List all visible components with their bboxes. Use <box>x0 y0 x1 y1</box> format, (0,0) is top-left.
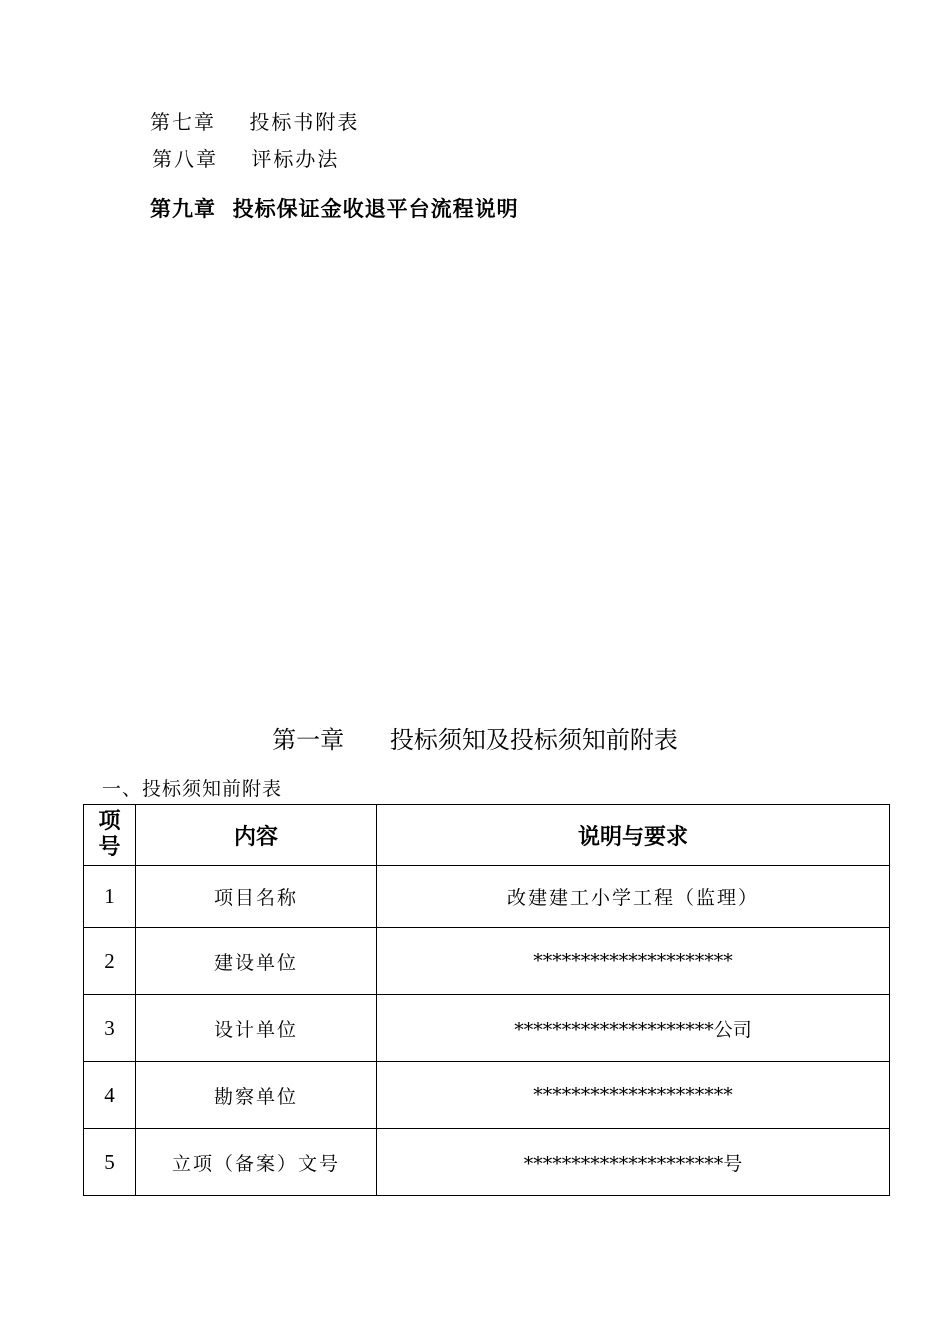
row-number: 2 <box>84 928 136 995</box>
table-row <box>84 866 890 928</box>
table-row <box>84 995 890 1062</box>
header-description: 说明与要求 <box>377 805 890 866</box>
table-header-row <box>84 805 890 866</box>
header-item-number-char-2: 号 <box>98 835 121 860</box>
row-item: 设计单位 <box>136 995 377 1062</box>
header-item-number-label <box>84 809 135 861</box>
header-item-number <box>84 805 136 866</box>
row-number: 4 <box>84 1062 136 1129</box>
row-item: 建设单位 <box>136 928 377 995</box>
row-description: ********************* <box>377 1062 890 1129</box>
row-description: *********************号 <box>377 1129 890 1196</box>
row-item: 立项（备案）文号 <box>136 1129 377 1196</box>
table-row <box>84 928 890 995</box>
header-content: 内容 <box>136 805 377 866</box>
toc-entry-chapter-8: 第八章 评标办法 <box>152 147 340 171</box>
section-title: 一、投标须知前附表 <box>102 778 283 800</box>
table-row <box>84 1129 890 1196</box>
row-number: 3 <box>84 995 136 1062</box>
row-description: *********************公司 <box>377 995 890 1062</box>
row-item: 项目名称 <box>136 866 377 928</box>
row-item: 勘察单位 <box>136 1062 377 1129</box>
chapter-title: 第一章 投标须知及投标须知前附表 <box>272 726 678 754</box>
toc-entry-chapter-7: 第七章 投标书附表 <box>150 110 360 134</box>
header-item-number-char-1: 项 <box>98 809 121 834</box>
row-number: 5 <box>84 1129 136 1196</box>
table-row <box>84 1062 890 1129</box>
row-description: ********************* <box>377 928 890 995</box>
bid-instructions-table <box>83 804 890 1196</box>
row-number: 1 <box>84 866 136 928</box>
row-description: 改建建工小学工程（监理） <box>377 866 890 928</box>
toc-entry-chapter-9: 第九章 投标保证金收退平台流程说明 <box>150 197 519 221</box>
